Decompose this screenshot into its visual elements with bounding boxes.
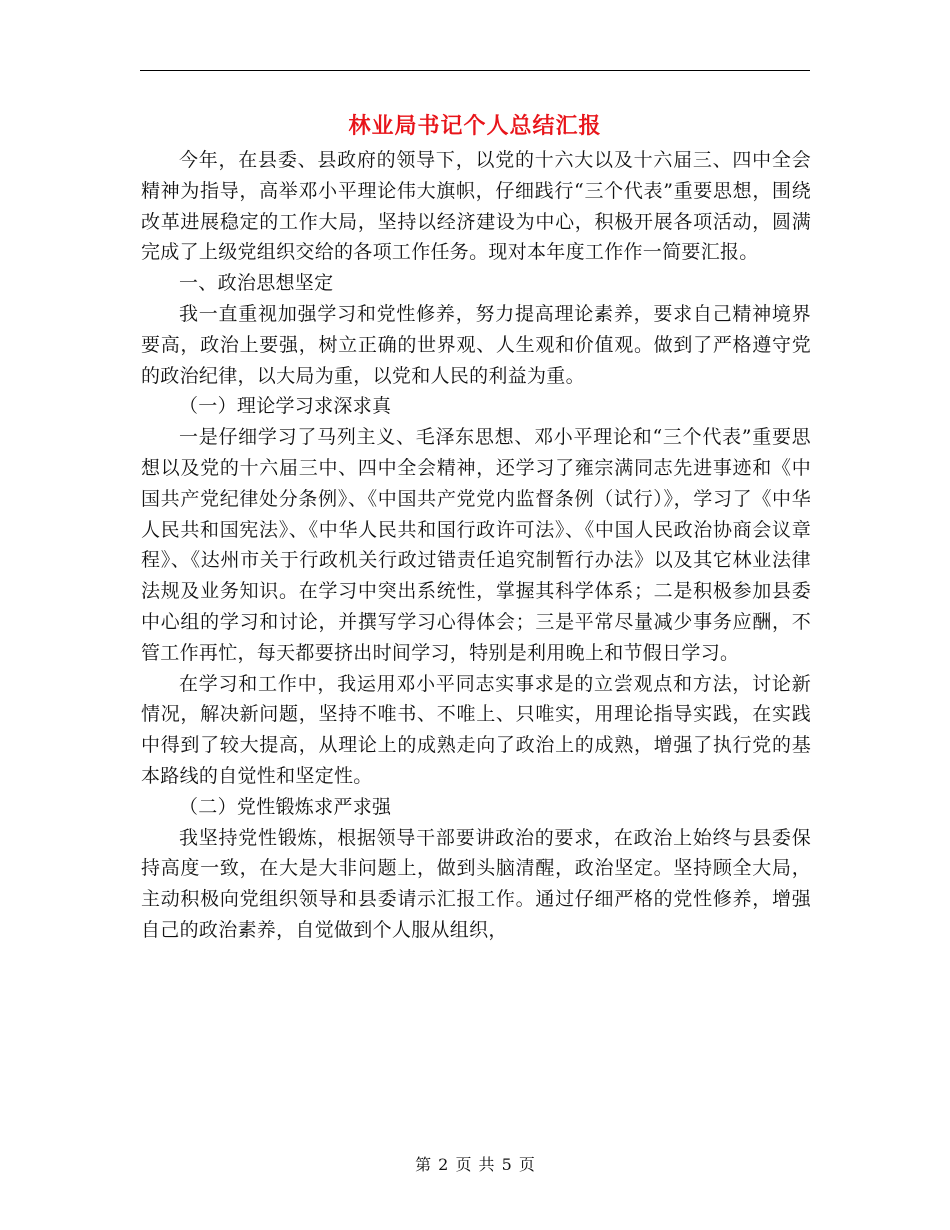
paragraph-political: 我一直重视加强学习和党性修养，努力提高理论素养，要求自己精神境界要高，政治上要强，树立正确的世界观、人生观和价值观。做到了严格遵守党的政治纪律，以大局为重，以党和人民的利益为重。 bbox=[141, 302, 811, 387]
section-heading-1: 一、政治思想坚定 bbox=[179, 272, 334, 295]
subsection-heading-1: （一）理论学习求深求真 bbox=[179, 395, 392, 418]
header-rule bbox=[140, 70, 810, 71]
document-body bbox=[141, 145, 811, 946]
subsection-heading-2: （二）党性锻炼求严求强 bbox=[179, 795, 392, 818]
paragraph-practice: 在学习和工作中，我运用邓小平同志实事求是的立尝观点和方法，讨论新情况，解决新问题，坚持不唯书、不唯上、只唯实，用理论指导实践，在实践中得到了较大提高，从理论上的成熟走向了政治上的成熟，增强了执行党的基本路线的自觉性和坚定性。 bbox=[141, 672, 811, 787]
paragraph-party-spirit: 我坚持党性锻炼，根据领导干部要讲政治的要求，在政治上始终与县委保持高度一致，在大是大非问题上，做到头脑清醒，政治坚定。坚持顾全大局，主动积极向党组织领导和县委请示汇报工作。通过仔细严格的党性修养，增强自己的政治素养，自觉做到个人服从组织， bbox=[141, 826, 811, 941]
page-number-footer: 第 2 页 共 5 页 bbox=[415, 1155, 535, 1174]
document-title: 林业局书记个人总结汇报 bbox=[348, 113, 602, 139]
paragraph-intro: 今年，在县委、县政府的领导下，以党的十六大以及十六届三、四中全会精神为指导，高举邓小平理论伟大旗帜，仔细践行“三个代表”重要思想，围绕改革进展稳定的工作大局，坚持以经济建设为中心，积极开展各项活动，圆满完成了上级党组织交给的各项工作任务。现对本年度工作作一简要汇报。 bbox=[141, 149, 811, 264]
paragraph-study: 一是仔细学习了马列主义、毛泽东思想、邓小平理论和“三个代表”重要思想以及党的十六届三中、四中全会精神，还学习了雍宗满同志先进事迹和《中国共产党纪律处分条例》、《中国共产党党内监督条例（试行）》，学习了《中华人民共和国宪法》、《中华人民共和国行政许可法》、《中国人民政治协商会议章程》、《达州市关于行政机关行政过错责任追究制暂行办法》以及其它林业法律法规及业务知识。在学习中突出系统性，掌握其科学体系；二是积极参加县委中心组的学习和讨论，并撰写学习心得体会；三是平常尽量减少事务应酬，不管工作再忙，每天都要挤出时间学习，特别是利用晚上和节假日学习。 bbox=[141, 426, 811, 664]
